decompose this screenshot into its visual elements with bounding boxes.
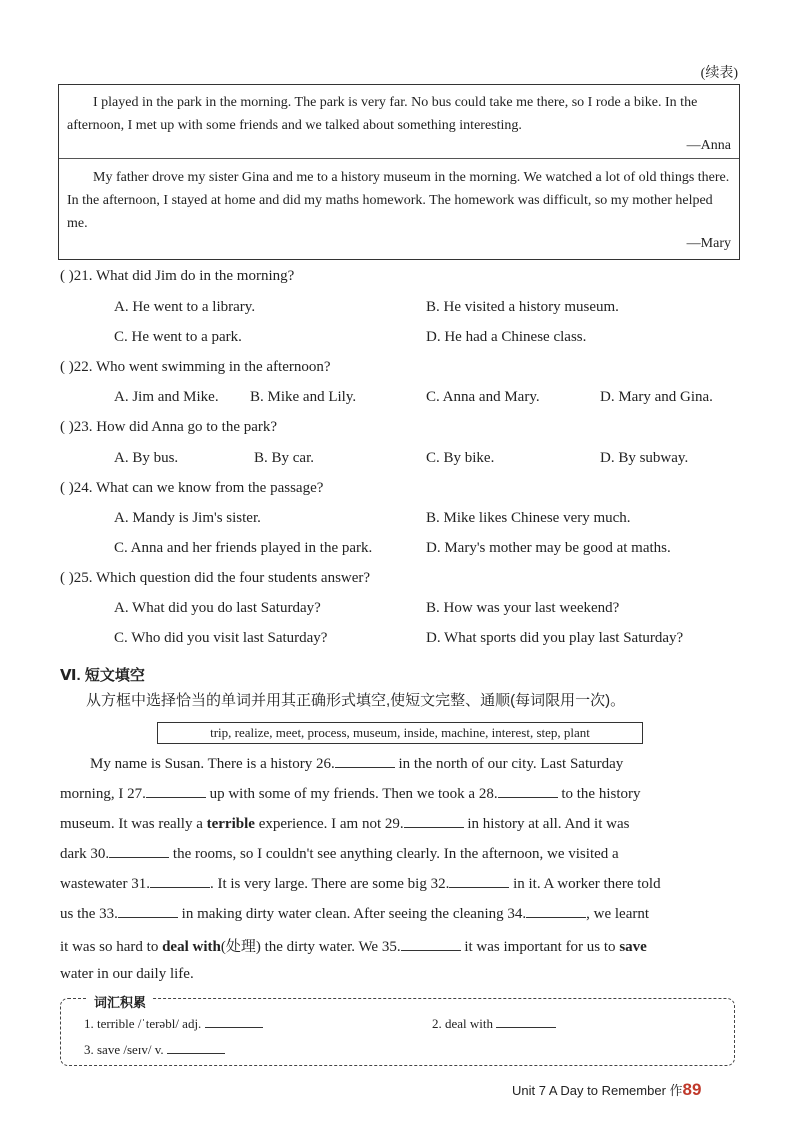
text-segment: morning, I 27. <box>60 786 146 802</box>
word-box: trip, realize, meet, process, museum, inside, machine, interest, step, plant <box>157 722 643 744</box>
q21-option-d[interactable]: D. He had a Chinese class. <box>426 329 587 345</box>
q23-option-c[interactable]: C. By bike. <box>426 450 495 466</box>
q25-option-b[interactable]: B. How was your last weekend? <box>426 600 620 616</box>
q22-option-d[interactable]: D. Mary and Gina. <box>600 389 713 405</box>
vocab-title: 词汇积累 <box>88 992 152 1011</box>
vocab-item-1 <box>84 1016 263 1032</box>
passage-box <box>58 84 740 260</box>
vocab-blank-2[interactable] <box>496 1017 556 1028</box>
q23-option-a[interactable]: A. By bus. <box>114 450 179 466</box>
vocab-item-2 <box>432 1016 556 1032</box>
continued-label: (续表) <box>700 66 738 81</box>
q24-option-d[interactable]: D. Mary's mother may be good at maths. <box>426 540 671 556</box>
q23-option-b[interactable]: B. By car. <box>254 450 314 466</box>
text-segment: . It is very large. There are some big 32. <box>209 876 450 892</box>
passage-line-3 <box>60 815 740 833</box>
text-segment: it was important for us to <box>464 939 616 955</box>
page-number: 89 <box>682 1080 702 1099</box>
q21-option-c[interactable]: C. He went to a park. <box>114 329 242 345</box>
q24-option-c[interactable]: C. Anna and her friends played in the park. <box>114 540 373 556</box>
section-heading: Ⅵ. 短文填空 <box>60 667 145 684</box>
text-segment: in history at all. And it was <box>467 816 630 832</box>
text-segment: in the north of our city. Last Saturday <box>398 756 624 772</box>
q24-option-b[interactable]: B. Mike likes Chinese very much. <box>426 510 631 526</box>
text-segment: experience. I am not 29. <box>258 816 404 832</box>
passage-line-6 <box>60 905 740 923</box>
bold-word: save <box>619 939 647 955</box>
q25-option-c[interactable]: C. Who did you visit last Saturday? <box>114 630 328 646</box>
passage-line-5 <box>60 875 740 893</box>
blank-31[interactable] <box>150 875 210 888</box>
question-24: ( )24. What can we know from the passage? <box>60 480 324 496</box>
chinese-gloss: (处理) <box>220 939 261 955</box>
text-segment: wastewater 31. <box>60 876 150 892</box>
text-segment: us the 33. <box>60 906 118 922</box>
bold-word: terrible <box>206 816 255 832</box>
text-segment: , we learnt <box>586 906 650 922</box>
q21-option-b[interactable]: B. He visited a history museum. <box>426 299 619 315</box>
question-23: ( )23. How did Anna go to the park? <box>60 419 278 435</box>
blank-33[interactable] <box>118 905 178 918</box>
blank-30[interactable] <box>109 845 169 858</box>
passage-line-8: water in our daily life. <box>60 966 194 982</box>
passage-anna-text: I played in the park in the morning. The park is very far. No bus could take me there, so I rode a bike. In the afternoon, I met up with some friends and we talked about something interesting. <box>67 95 698 133</box>
passage-mary-author: —Mary <box>686 236 731 251</box>
q22-option-c[interactable]: C. Anna and Mary. <box>426 389 540 405</box>
passage-mary-text: My father drove my sister Gina and me to a history museum in the morning. We watched a lot of old things there. In the afternoon, I stayed at home and did my maths homework. The homework was difficult, so my mother helped me. <box>67 170 730 231</box>
passage-anna-author: —Anna <box>686 138 731 153</box>
q23-option-d[interactable]: D. By subway. <box>600 450 689 466</box>
text-segment: in making dirty water clean. After seeing the cleaning 34. <box>181 906 527 922</box>
vocab-blank-1[interactable] <box>205 1017 263 1028</box>
text-segment: dark 30. <box>60 846 110 862</box>
q22-option-a[interactable]: A. Jim and Mike. <box>114 389 219 405</box>
vocab-item-3 <box>84 1042 225 1058</box>
blank-27[interactable] <box>146 785 206 798</box>
text-segment: to the history <box>561 786 641 802</box>
passage-line-4 <box>60 845 740 863</box>
passage-line-1 <box>60 755 740 773</box>
q25-option-d[interactable]: D. What sports did you play last Saturday? <box>426 630 684 646</box>
text-segment: My name is Susan. There is a history 26. <box>90 756 335 772</box>
text-segment: the rooms, so I couldn't see anything clearly. In the afternoon, we visited a <box>172 846 619 862</box>
q25-option-a[interactable]: A. What did you do last Saturday? <box>114 600 321 616</box>
passage-line-2 <box>60 785 740 803</box>
text-segment: it was so hard to <box>60 939 159 955</box>
blank-26[interactable] <box>335 755 395 768</box>
unit-title: Unit 7 A Day to Remember <box>512 1083 666 1098</box>
q24-option-a[interactable]: A. Mandy is Jim's sister. <box>114 510 261 526</box>
text-segment: museum. It was really a <box>60 816 203 832</box>
question-21: ( )21. What did Jim do in the morning? <box>60 268 295 284</box>
blank-32[interactable] <box>449 875 509 888</box>
question-25: ( )25. Which question did the four students answer? <box>60 570 371 586</box>
passage-divider <box>59 158 739 159</box>
blank-34[interactable] <box>526 905 586 918</box>
vocab-label: 3. save /seɪv/ v. <box>84 1042 164 1057</box>
blank-29[interactable] <box>404 815 464 828</box>
footer-mark: 作 <box>669 1083 683 1098</box>
blank-28[interactable] <box>498 785 558 798</box>
q22-option-b[interactable]: B. Mike and Lily. <box>250 389 357 405</box>
text-segment: the dirty water. We 35. <box>264 939 401 955</box>
bold-phrase: deal with <box>162 939 221 955</box>
vocab-label: 2. deal with <box>432 1016 494 1031</box>
vocab-blank-3[interactable] <box>167 1043 225 1054</box>
blank-35[interactable] <box>401 938 461 951</box>
q21-option-a[interactable]: A. He went to a library. <box>114 299 256 315</box>
vocab-label: 1. terrible /ˈterəbl/ adj. <box>84 1016 202 1031</box>
passage-line-7 <box>60 935 740 956</box>
text-segment: up with some of my friends. Then we took a 28. <box>209 786 498 802</box>
text-segment: in it. A worker there told <box>513 876 661 892</box>
question-22: ( )22. Who went swimming in the afternoon? <box>60 359 331 375</box>
page-footer <box>512 1080 701 1100</box>
section-instruction: 从方框中选择恰当的单词并用其正确形式填空,使短文完整、通顺(每词限用一次)。 <box>86 692 626 709</box>
